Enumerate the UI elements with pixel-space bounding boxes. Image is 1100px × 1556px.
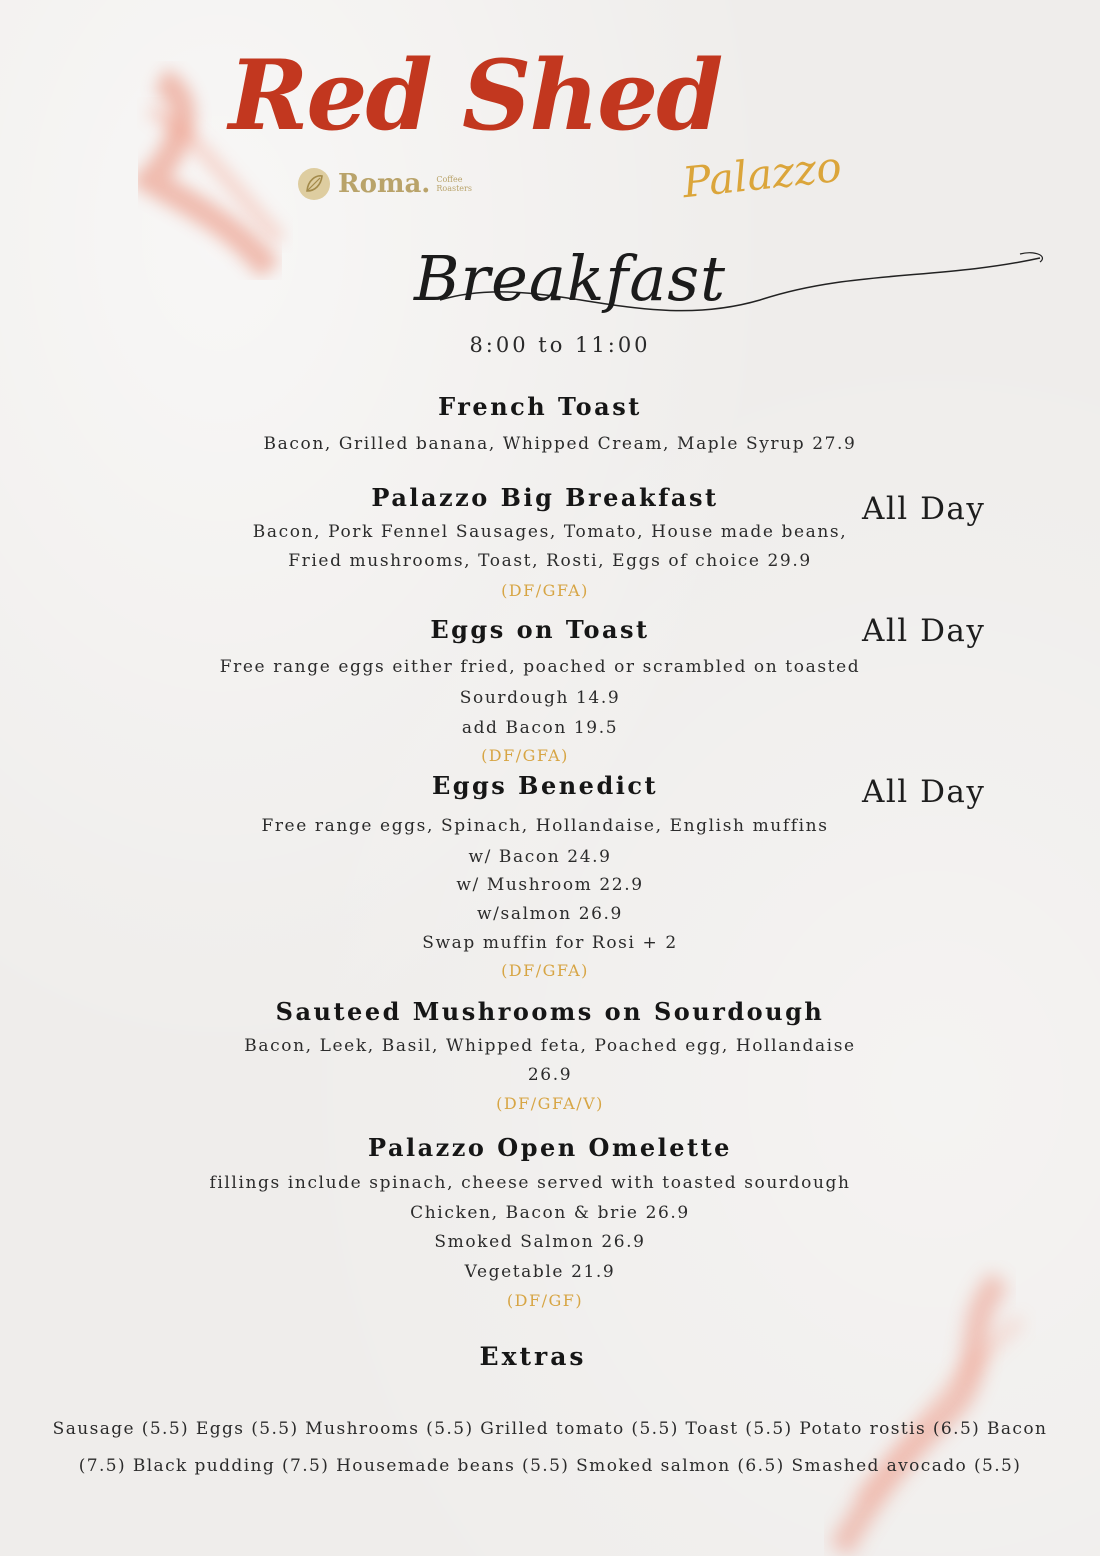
- menu-item-description: Swap muffin for Rosi + 2: [422, 933, 678, 953]
- roaster-name: Roma.: [338, 169, 431, 199]
- menu-item-description: add Bacon 19.5: [461, 718, 619, 738]
- menu-item-name: Sauteed Mushrooms on Sourdough: [275, 997, 825, 1026]
- section-title: Breakfast: [413, 242, 727, 315]
- menu-item-name: Palazzo Big Breakfast: [371, 483, 719, 512]
- dietary-tag: (DF/GFA/V): [496, 1094, 604, 1113]
- menu-item-description: w/ Bacon 24.9: [468, 847, 612, 867]
- section-hours: 8:00 to 11:00: [469, 333, 651, 357]
- menu-item-description: Free range eggs, Spinach, Hollandaise, English muffins: [261, 816, 829, 836]
- menu-item-description: w/salmon 26.9: [477, 904, 623, 924]
- all-day-label: All Day: [862, 774, 986, 810]
- menu-item-description: Fried mushrooms, Toast, Rosti, Eggs of choice 29.9: [288, 551, 812, 571]
- menu-item-description: Free range eggs either fried, poached or scrambled on toasted: [219, 657, 861, 677]
- menu-item-description: Bacon, Pork Fennel Sausages, Tomato, House made beans,: [252, 522, 848, 542]
- extras-title: Extras: [479, 1342, 587, 1371]
- menu-item-name: Eggs on Toast: [430, 615, 650, 644]
- all-day-label: All Day: [862, 613, 986, 649]
- roaster-tag: Coffee Roasters: [436, 175, 472, 193]
- menu-item-description: Sourdough 14.9: [459, 688, 621, 708]
- menu-item-name: Eggs Benedict: [431, 771, 659, 800]
- brand-subtitle: Palazzo: [680, 141, 844, 208]
- dietary-tag: (DF/GFA): [501, 581, 589, 600]
- menu-item-description: Bacon, Leek, Basil, Whipped feta, Poached egg, Hollandaise: [244, 1036, 856, 1056]
- dietary-tag: (DF/GFA): [481, 746, 569, 765]
- menu-item-name: Palazzo Open Omelette: [368, 1133, 732, 1162]
- brand-title: Red Shed: [228, 39, 722, 152]
- menu-item-description: w/ Mushroom 22.9: [456, 875, 644, 895]
- menu-item-description: 26.9: [527, 1065, 573, 1085]
- all-day-label: All Day: [862, 491, 986, 527]
- menu-item-description: Vegetable 21.9: [464, 1262, 616, 1282]
- dietary-tag: (DF/GFA): [501, 961, 589, 980]
- menu-item-description: Bacon, Grilled banana, Whipped Cream, Maple Syrup 27.9: [263, 434, 857, 454]
- dietary-tag: (DF/GF): [506, 1291, 584, 1310]
- extras-list-line: Sausage (5.5) Eggs (5.5) Mushrooms (5.5) Grilled tomato (5.5) Toast (5.5) Potato rostis (6.5) Bacon: [52, 1419, 1048, 1439]
- roma-logo: [296, 164, 480, 204]
- menu-item-description: fillings include spinach, cheese served with toasted sourdough: [209, 1173, 851, 1193]
- extras-list-line: (7.5) Black pudding (7.5) Housemade beans (5.5) Smoked salmon (6.5) Smashed avocado (5.5): [78, 1456, 1022, 1476]
- coffee-leaf-icon: [296, 166, 332, 202]
- menu-item-name: French Toast: [438, 392, 642, 421]
- menu-item-description: Chicken, Bacon & brie 26.9: [410, 1203, 690, 1223]
- menu-item-description: Smoked Salmon 26.9: [434, 1232, 646, 1252]
